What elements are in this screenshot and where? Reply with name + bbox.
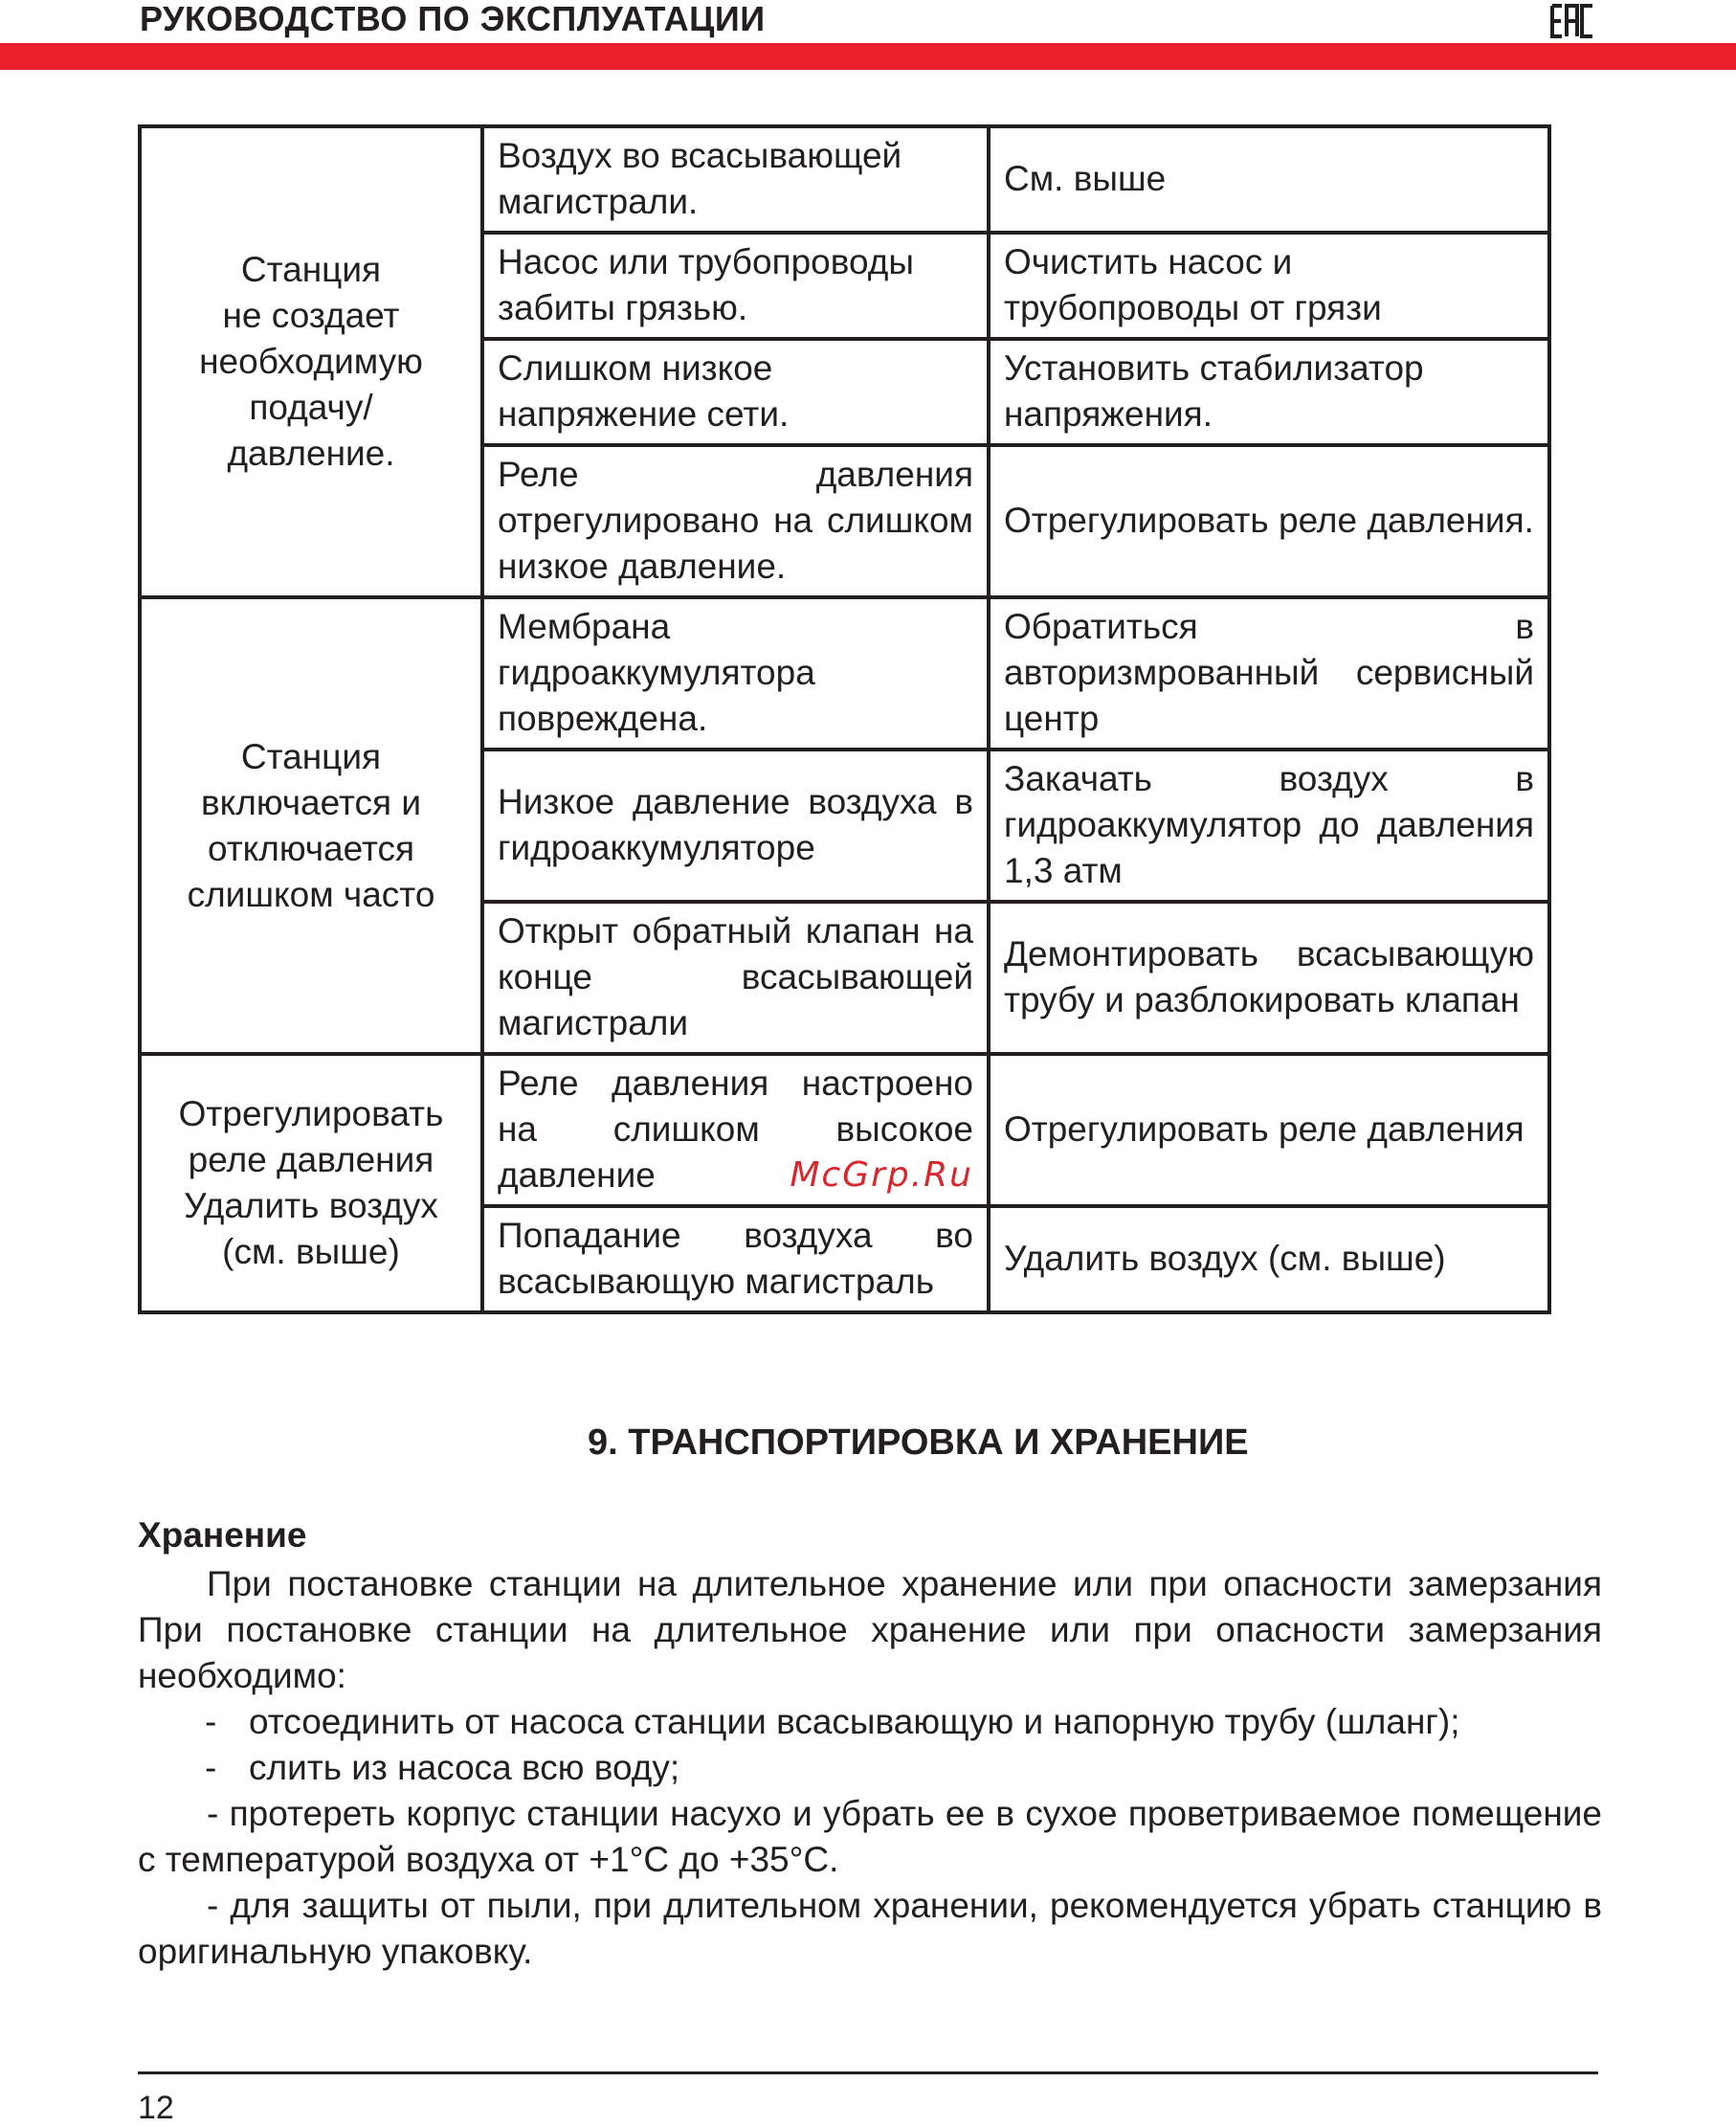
list-item <box>138 1791 1602 1883</box>
remedy-cell: Отрегулировать реле давления. <box>989 445 1549 597</box>
document-header-title: РУКОВОДСТВО ПО ЭКСПЛУАТАЦИИ <box>140 0 766 38</box>
table-row <box>140 126 1549 233</box>
list-item-text: протереть корпус станции насухо и убрать ее в сухое проветриваемое помещение с температурой воздуха от +1°С до +35°С. <box>138 1794 1603 1879</box>
table-row <box>140 1054 1549 1206</box>
remedy-cell: Демонтировать всасывающую трубу и разблокировать клапан <box>989 902 1549 1054</box>
remedy-cell: Очистить насос и трубопроводы от грязи <box>989 233 1549 339</box>
list-item <box>138 1699 1602 1745</box>
eac-logo <box>1550 2 1594 40</box>
list-item-text: слить из насоса всю воду; <box>249 1748 680 1787</box>
remedy-cell: См. выше <box>989 126 1549 233</box>
cause-cell: Мембрана гидроаккумулятора повреждена. <box>482 597 989 750</box>
remedy-cell: Отрегулировать реле давления <box>989 1054 1549 1206</box>
remedy-cell: Обратиться в авторизмрованный сервисный центр <box>989 597 1549 750</box>
footer-divider <box>138 2071 1598 2074</box>
list-item-text: отсоединить от насоса станции всасывающую и напорную трубу (шланг); <box>249 1702 1460 1741</box>
cause-cell: Реле давления отрегулировано на слишком низкое давление. <box>482 445 989 597</box>
storage-body <box>138 1561 1602 1975</box>
remedy-cell: Установить стабилизатор напряжения. <box>989 339 1549 445</box>
list-item <box>138 1745 1602 1791</box>
list-item-text: для защиты от пыли, при длительном хранении, рекомендуется убрать станцию в оригинальную упаковку. <box>138 1886 1602 1971</box>
header-red-band <box>0 43 1736 70</box>
list-item <box>138 1883 1602 1975</box>
storage-intro: При постановке станции на длительное хранение или при опасности замерзания При постановке станции на длительное хранение или при опасности замерзания необходимо: <box>138 1564 1602 1695</box>
page-number: 12 <box>138 2090 174 2126</box>
cause-cell: Попадание воздуха во всасывающую магистраль <box>482 1206 989 1312</box>
section-heading: 9. ТРАНСПОРТИРОВКА И ХРАНЕНИЕ <box>588 1422 1249 1463</box>
cause-cell: Открыт обратный клапан на конце всасывающей магистрали <box>482 902 989 1054</box>
dash-bullet: - <box>207 1794 219 1833</box>
cause-text: Реле давления настроено на слишком высокое давление <box>498 1064 973 1195</box>
problem-cell: Станция включается и отключается слишком часто <box>140 597 482 1054</box>
cause-cell: Низкое давление воздуха в гидроаккумуляторе <box>482 750 989 902</box>
cause-cell: Слишком низкое напряжение сети. <box>482 339 989 445</box>
troubleshooting-table <box>138 124 1551 1314</box>
cause-cell <box>482 1054 989 1206</box>
cause-cell: Воздух во всасывающей магистрали. <box>482 126 989 233</box>
storage-subheading: Хранение <box>138 1515 307 1555</box>
remedy-cell: Закачать воздух в гидроаккумулятор до давления 1,3 атм <box>989 750 1549 902</box>
remedy-cell: Удалить воздух (см. выше) <box>989 1206 1549 1312</box>
problem-cell: Станция не создает необходимую подачу/ давление. <box>140 126 482 597</box>
dash-bullet: - <box>205 1748 217 1787</box>
problem-cell: Отрегулировать реле давления Удалить воздух (см. выше) <box>140 1054 482 1312</box>
cause-cell: Насос или трубопроводы забиты грязью. <box>482 233 989 339</box>
table-row <box>140 597 1549 750</box>
dash-bullet: - <box>207 1886 219 1925</box>
dash-bullet: - <box>205 1702 217 1741</box>
watermark: McGrp.Ru <box>790 1155 973 1195</box>
